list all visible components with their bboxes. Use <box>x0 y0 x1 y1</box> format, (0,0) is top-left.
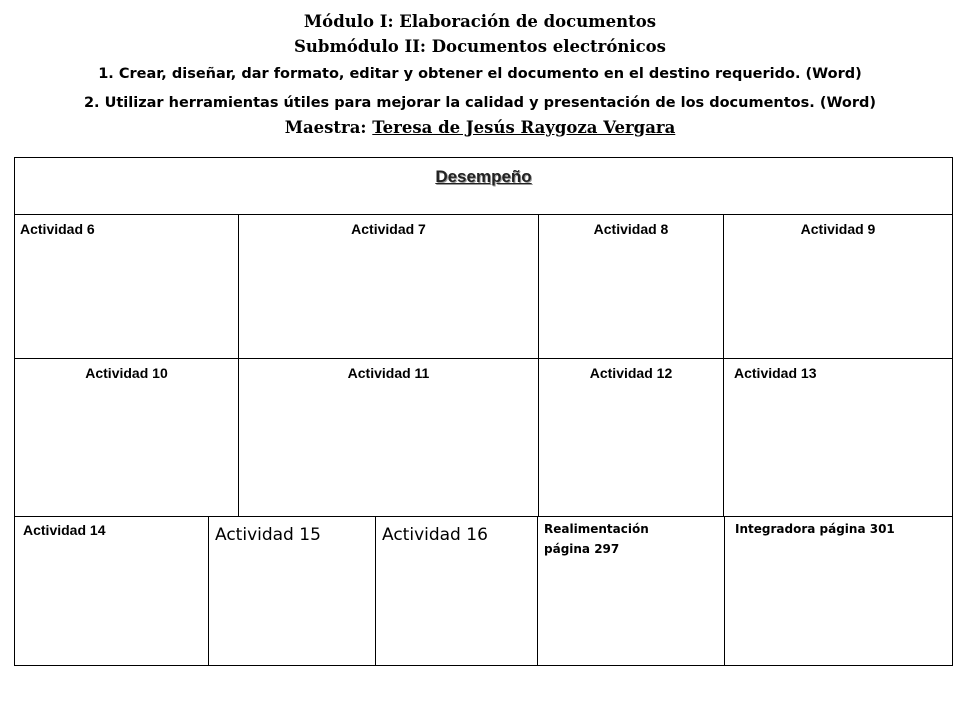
cell-label: Actividad 7 <box>351 221 426 237</box>
cell-label: Actividad 6 <box>20 221 95 237</box>
table-title-cell <box>14 157 953 215</box>
cell-actividad-9 <box>723 214 953 359</box>
objective-2: 2. Utilizar herramientas útiles para mejorar la calidad y presentación de los documentos. (Word) <box>83 95 877 111</box>
teacher-line <box>0 118 960 137</box>
cell-actividad-7 <box>238 214 539 359</box>
cell-actividad-6 <box>14 214 239 359</box>
cell-actividad-15 <box>208 516 376 666</box>
table-title: Desempeño <box>435 167 532 186</box>
cell-actividad-14 <box>14 516 209 666</box>
cell-label: Realimentación página 297 <box>544 522 649 556</box>
cell-realimentacion <box>537 516 725 666</box>
cell-label: Actividad 15 <box>215 525 321 545</box>
cell-label: Integradora página 301 <box>735 522 895 536</box>
submodule-title: Submódulo II: Documentos electrónicos <box>294 37 666 56</box>
cell-actividad-8 <box>538 214 724 359</box>
cell-label: Actividad 12 <box>589 365 673 381</box>
teacher-label: Maestra: <box>284 118 367 137</box>
cell-actividad-11 <box>238 358 539 517</box>
cell-label: Actividad 13 <box>734 365 817 381</box>
cell-label: Actividad 8 <box>593 221 669 237</box>
cell-actividad-16 <box>375 516 538 666</box>
cell-label: Actividad 16 <box>382 525 488 545</box>
cell-label: Actividad 14 <box>23 522 106 538</box>
cell-actividad-12 <box>538 358 724 517</box>
cell-label: Actividad 10 <box>85 365 168 381</box>
teacher-name: Teresa de Jesús Raygoza Vergara <box>372 118 676 137</box>
cell-actividad-10 <box>14 358 239 517</box>
objective-1: 1. Crear, diseñar, dar formato, editar y obtener el documento en el destino requerido. (Word) <box>98 66 862 82</box>
cell-label: Actividad 11 <box>347 365 430 381</box>
cell-label: Actividad 9 <box>800 221 876 237</box>
module-title: Módulo I: Elaboración de documentos <box>303 12 657 31</box>
cell-integradora <box>724 516 953 666</box>
cell-actividad-13 <box>723 358 953 517</box>
